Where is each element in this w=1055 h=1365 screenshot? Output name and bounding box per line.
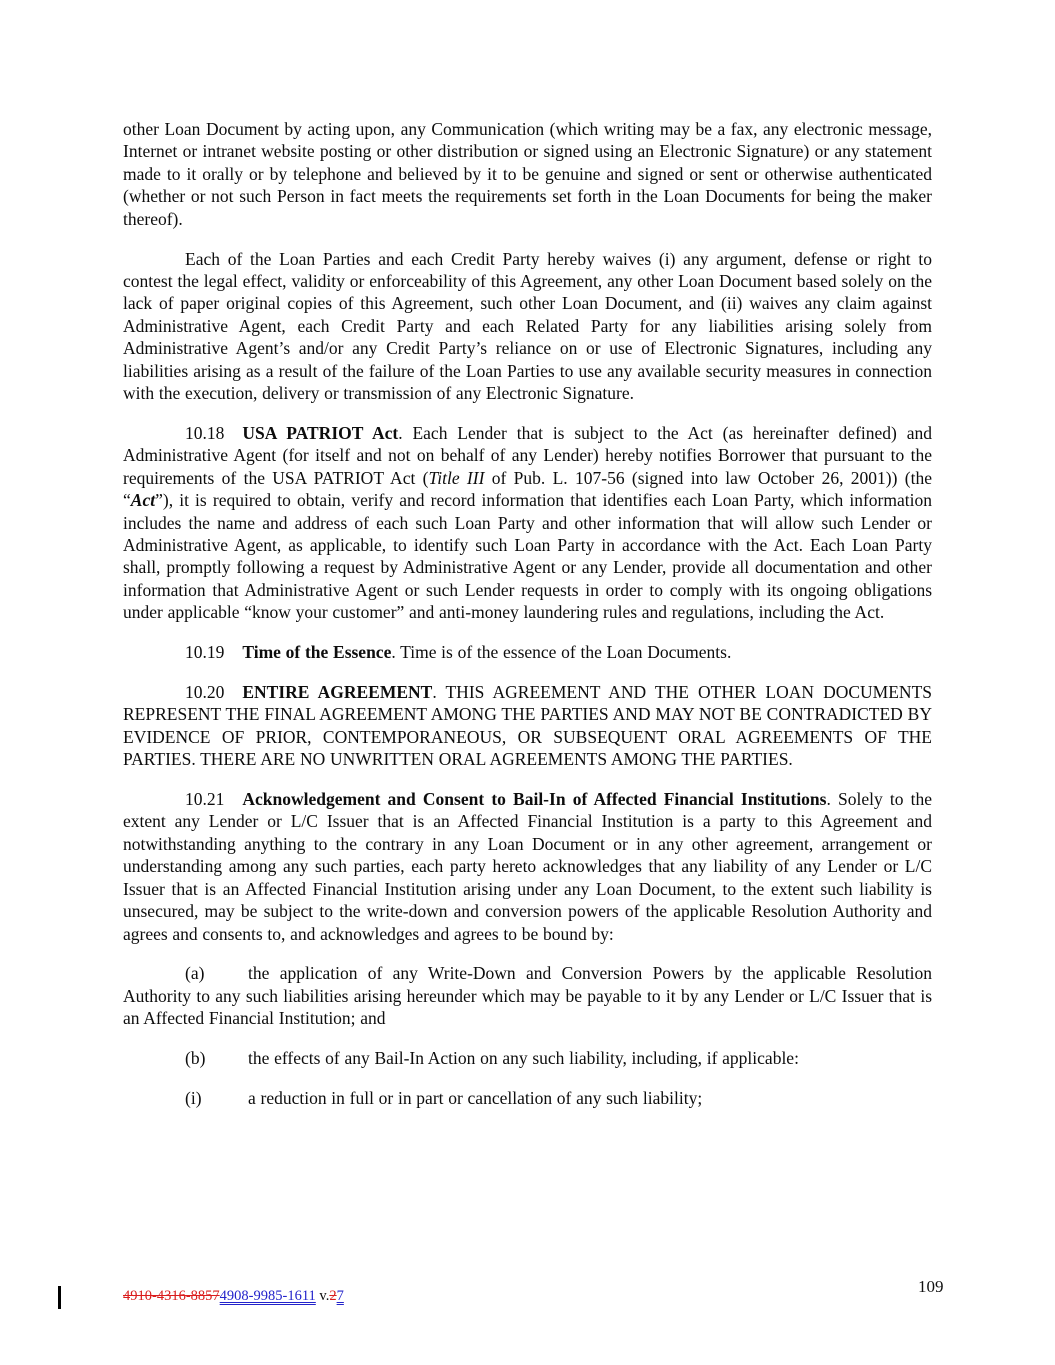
text-segment: . THIS AGREEMENT AND THE OTHER LOAN DOCUMENTS REPRESENT THE FINAL AGREEMENT AMONG THE PARTIES AND MAY NOT BE CONTRADICTED BY EVIDENCE OF PRIOR, CONTEMPORANEOUS, OR SUBSEQUENT ORAL AGREEMENTS OF THE PARTIES. THERE ARE NO UNWRITTEN ORAL AGREEMENTS AMONG THE PARTIES.: [123, 681, 932, 770]
version-label: v.: [315, 1288, 330, 1304]
list-item-label: (a): [185, 963, 205, 984]
text-segment: of Pub. L. 107-56 (signed into law October 26, 2001)) (the “: [123, 467, 932, 511]
text-segment: ENTIRE AGREEMENT: [242, 681, 433, 702]
revision-change-bar: [58, 1286, 61, 1309]
text-segment: Time of the Essence: [242, 642, 392, 663]
text-segment: . Solely to the extent any Lender or L/C Issuer that is an Affected Financial Institution is a party to this Agreement and notwithstanding anything to the contrary in any Loan Document or in any other agreement, arrangement or understanding among any such parties, each party hereto acknowledges that any liability of any Lender or L/C Issuer that is an Affected Financial Institution arising under any Loan Document, to the extent such liability is unsecured, may be subject to the write-down and conversion powers of the applicable Resolution Authority and agrees and consents to, and acknowledges and agrees to be bound by:: [123, 789, 932, 944]
text-segment: Title III: [428, 467, 485, 488]
text-segment: 10.21: [185, 789, 225, 810]
text-segment: . Each Lender that is subject to the Act (as hereinafter defined) and Administrative Agent (for itself and not on behalf of any Lender) hereby notifies Borrower that pursuant to the requirements of the USA PATRIOT Act (: [123, 422, 932, 488]
text-segment: . Time is of the essence of the Loan Documents.: [391, 642, 732, 663]
list-item-label: (b): [185, 1048, 206, 1069]
document-body: [123, 118, 932, 1109]
text-segment: the effects of any Bail-In Action on any such liability, including, if applicable:: [248, 1048, 799, 1069]
text-segment: other Loan Document by acting upon, any Communication (which writing may be a fax, any electronic message, Internet or intranet website posting or other distribution or signed using an Electronic Signature) or any statement made to it orally or by telephone and believed by it to be genuine and signed or sent or otherwise authenticated (whether or not such Person in fact meets the requirements set forth in the Loan Documents for being the maker thereof).: [123, 119, 932, 229]
version-old: 2: [329, 1288, 337, 1304]
paragraph-waiver-of-paper-originals: [123, 248, 932, 405]
text-segment: 10.19: [185, 642, 225, 663]
text-segment: Act: [130, 490, 156, 511]
section-10-19-time-of-the-essence: [123, 641, 932, 663]
text-segment: Acknowledgement and Consent to Bail-In of Affected Financial Institutions: [242, 789, 827, 810]
text-segment: Each of the Loan Parties and each Credit Party hereby waives (i) any argument, defense or right to contest the legal effect, validity or enforceability of this Agreement, any other Loan Document based solely on the lack of paper original copies of this Agreement, such other Loan Document, and (ii) waives any claim against Administrative Agent, each Credit Party and each Related Party for any liabilities arising solely from Administrative Agent’s and/or any Credit Party’s reliance on or use of Electronic Signatures, including any liabilities arising as a result of the failure of the Loan Parties to use any available security measures in connection with the execution, delivery or transmission of any Electronic Signature.: [123, 248, 932, 403]
doc-id-old: 4910-4316-8857: [123, 1288, 220, 1304]
text-segment: USA PATRIOT Act: [242, 422, 399, 443]
text-segment: a reduction in full or in part or cancellation of any such liability;: [248, 1088, 703, 1109]
paragraph-continuation-electronic-signatures: [123, 118, 932, 230]
section-10-18-usa-patriot-act: [123, 422, 932, 624]
section-10-20-entire-agreement: [123, 681, 932, 771]
text-segment: ”), it is required to obtain, verify and record information that identifies each Loan Party, which information includes the name and address of each such Loan Party and other information that will allow such Lender or Administrative Agent, as applicable, to identify such Loan Party in accordance with the Act. Each Loan Party shall, promptly following a request by Administrative Agent or any Lender, provide all documentation and other information that Administrative Agent or such Lender requests in order to comply with its ongoing obligations under applicable “know your customer” and anti-money laundering rules and regulations, including the Act.: [123, 490, 932, 623]
section-10-21-bail-in-acknowledgement: [123, 788, 932, 945]
text-segment: 10.20: [185, 681, 225, 702]
list-item-i-reduction-or-cancellation: [123, 1087, 932, 1109]
list-item-label: (i): [185, 1088, 202, 1109]
text-segment: the application of any Write-Down and Conversion Powers by the applicable Resolution Authority to any such liabilities arising hereunder which may be payable to it by any Lender or L/C Issuer that is an Affected Financial Institution; and: [123, 963, 932, 1029]
page-number: 109: [918, 1277, 944, 1296]
doc-id-new: 4908-9985-1611: [219, 1288, 316, 1304]
text-segment: 10.18: [185, 422, 225, 443]
version-new: 7: [336, 1288, 344, 1304]
document-id-footer: [123, 1288, 344, 1304]
list-item-b-bail-in-effects: [123, 1047, 932, 1069]
list-item-a-write-down-powers: [123, 962, 932, 1029]
